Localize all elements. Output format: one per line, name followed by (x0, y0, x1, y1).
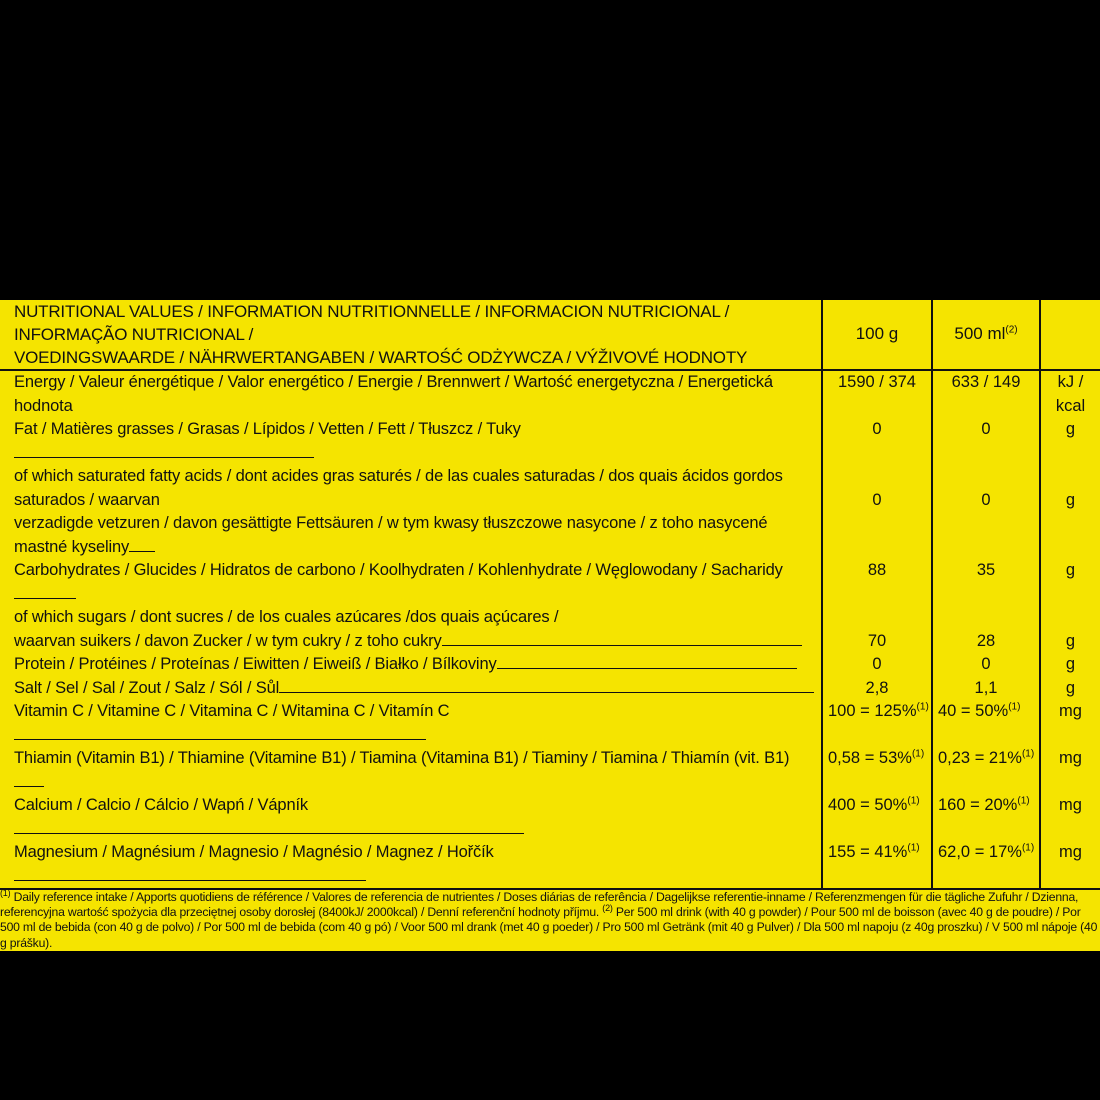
row-label-energy: Energy / Valeur énergétique / Valor energético / Energie / Brennwert / Wartość energetyczna / Energetická hodnota (14, 373, 773, 415)
row-value-saturated-fat-100g-text: 0 (872, 490, 882, 509)
row-value-thiamin-500ml (932, 747, 1040, 794)
footnote-marker: (1) (1021, 842, 1035, 854)
row-label-sugars (0, 606, 822, 653)
row-value-energy-100g: 1590 / 374 (822, 370, 932, 418)
leader-rule (14, 774, 44, 787)
column-header-500ml (932, 300, 1040, 370)
row-label-vitamin-c-text: Vitamin C / Vitamine C / Vitamina C / Witamina C / Vitamín C (14, 702, 450, 720)
table-row (0, 677, 1100, 701)
row-label-thiamin-text: Thiamin (Vitamin B1) / Thiamine (Vitamine B1) / Tiamina (Vitamina B1) / Tiaminy / Tiamina / Thiamín (vit. B1) (14, 749, 790, 767)
row-label-protein-text: Protein / Protéines / Proteínas / Eiwitten / Eiweiß / Białko / Bílkoviny (14, 655, 497, 673)
row-unit-fat: g (1040, 418, 1100, 465)
column-header-unit (1040, 300, 1100, 370)
row-label-saturated-fat (0, 465, 822, 559)
row-label-saturated-fat-line-2 (14, 512, 815, 559)
row-label-sugars-text: waarvan suikers / davon Zucker / w tym cukry / z toho cukry (14, 631, 442, 650)
row-value-fat-100g: 0 (822, 418, 932, 465)
row-value-fat-500ml: 0 (932, 418, 1040, 465)
table-row (0, 418, 1100, 465)
row-value-sugars-100g (822, 606, 932, 653)
row-label-protein (0, 653, 822, 677)
row-label-magnesium (0, 841, 822, 889)
footnote-text-1: Daily reference intake / Apports quotidiens de référence / Valores de referencia de nutrientes / Doses diárias de referência / Dagelijkse referentie-inname / Referenzmengen für die tägliche Zufuhr / Dzienna, referencyjna wartość spożycia dla przeciętnej osoby dorosłej (8400kJ/ 2000kcal) / Denní referenční hodnoty příjmu. (0, 890, 1079, 920)
column-header-100g: 100 g (822, 300, 932, 370)
row-value-protein-500ml: 0 (932, 653, 1040, 677)
row-value-calcium-500ml (932, 794, 1040, 841)
row-value-calcium-500ml-text: 160 = 20% (938, 796, 1018, 814)
nutrition-facts-panel (0, 300, 1100, 951)
row-label-saturated-fat-text: verzadigde vetzuren / davon gesättigte Fettsäuren / w tym kwasy tłuszczowe nasycone / z toho nasycené mastné kyseliny (14, 514, 768, 556)
column-header-500ml-label: 500 ml (954, 324, 1006, 343)
row-unit-protein: g (1040, 653, 1100, 677)
row-unit-magnesium: mg (1040, 841, 1100, 889)
leader-rule (129, 539, 155, 552)
row-value-saturated-fat-500ml (932, 465, 1040, 559)
footnote-marker-1: (1) (0, 887, 11, 898)
leader-rule (14, 586, 76, 599)
row-label-sugars-line-1: of which sugars / dont sucres / de los cuales azúcares /dos quais açúcares / (14, 608, 559, 626)
table-row (0, 841, 1100, 889)
footnote-marker: (1) (1021, 748, 1035, 760)
row-label-carbohydrates (0, 559, 822, 606)
row-value-magnesium-500ml-text: 62,0 = 17% (938, 843, 1022, 861)
column-header-500ml-footnote-marker: (2) (1005, 324, 1018, 336)
row-value-calcium-100g (822, 794, 932, 841)
row-unit-calcium: mg (1040, 794, 1100, 841)
table-row (0, 747, 1100, 794)
row-value-saturated-fat-100g (822, 465, 932, 559)
row-value-magnesium-500ml (932, 841, 1040, 889)
row-value-carbohydrates-500ml: 35 (932, 559, 1040, 606)
row-label-fat (0, 418, 822, 465)
row-unit-sugars (1040, 606, 1100, 653)
leader-rule (279, 680, 814, 693)
row-label-vitamin-c (0, 700, 822, 747)
row-value-salt-100g: 2,8 (822, 677, 932, 701)
footnote-marker: (1) (911, 748, 925, 760)
footnote-marker-2: (2) (602, 903, 613, 914)
leader-rule (14, 445, 314, 458)
row-value-sugars-100g-text: 70 (867, 631, 887, 650)
row-value-thiamin-500ml-text: 0,23 = 21% (938, 749, 1022, 767)
row-value-thiamin-100g (822, 747, 932, 794)
row-unit-thiamin: mg (1040, 747, 1100, 794)
row-value-vitamin-c-100g-text: 100 = 125% (828, 702, 917, 720)
row-label-calcium-text: Calcium / Calcio / Cálcio / Wapń / Vápník (14, 796, 309, 814)
row-value-vitamin-c-500ml-text: 40 = 50% (938, 702, 1009, 720)
row-label-carbohydrates-text: Carbohydrates / Glucides / Hidratos de carbono / Koolhydraten / Kohlenhydrate / Węglowodany / Sacharidy (14, 561, 783, 579)
leader-rule (442, 633, 802, 646)
row-value-salt-500ml: 1,1 (932, 677, 1040, 701)
table-row (0, 606, 1100, 653)
row-unit-energy: kJ / kcal (1040, 370, 1100, 418)
row-label-salt-text: Salt / Sel / Sal / Zout / Salz / Sól / Sůl (14, 678, 280, 697)
table-row (0, 700, 1100, 747)
footnote-marker: (1) (916, 701, 929, 713)
footnote-marker: (1) (907, 795, 920, 807)
row-unit-sugars-text: g (1065, 631, 1076, 650)
row-label-calcium (0, 794, 822, 841)
row-unit-carbohydrates: g (1040, 559, 1100, 606)
nutrition-table (0, 300, 1100, 951)
row-value-sugars-500ml (932, 606, 1040, 653)
row-unit-saturated-fat (1040, 465, 1100, 559)
table-footnote-row (0, 889, 1100, 951)
table-title-cell (0, 300, 822, 370)
row-label-thiamin (0, 747, 822, 794)
row-value-calcium-100g-text: 400 = 50% (828, 796, 908, 814)
row-unit-salt: g (1040, 677, 1100, 701)
row-value-sugars-500ml-text: 28 (976, 631, 996, 650)
leader-rule (14, 727, 426, 740)
table-row (0, 653, 1100, 677)
row-value-carbohydrates-100g: 88 (822, 559, 932, 606)
table-row (0, 370, 1100, 418)
row-value-thiamin-100g-text: 0,58 = 53% (828, 749, 912, 767)
row-value-magnesium-100g (822, 841, 932, 889)
table-header-row (0, 300, 1100, 370)
row-value-energy-500ml: 633 / 149 (932, 370, 1040, 418)
table-row (0, 794, 1100, 841)
footnote-marker: (1) (907, 842, 920, 854)
table-row (0, 559, 1100, 606)
row-value-saturated-fat-500ml-text: 0 (981, 490, 991, 509)
row-value-magnesium-100g-text: 155 = 41% (828, 843, 908, 861)
footnote-marker: (1) (1017, 795, 1030, 807)
footnote-text-2: Per 500 ml drink (with 40 g powder) / Pour 500 ml de boisson (avec 40 g de poudre) / Por 500 ml de bebida (con 40 g de polvo) / Por 500 ml de bebida (com 40 g pó) / Voor 500 ml drank (met 40 g poeder) / Pro 500 ml Getränk (mit 40 g Pulver) / Dla 500 ml napoju (z 40g proszku) / V 500 ml nápoje (40 g prášku). (0, 905, 1098, 950)
row-label-salt (0, 677, 822, 701)
row-label-fat-text: Fat / Matières grasses / Grasas / Lípidos / Vetten / Fett / Tłuszcz / Tuky (14, 420, 521, 438)
row-value-vitamin-c-100g (822, 700, 932, 747)
table-row (0, 465, 1100, 559)
table-title-line-2: VOEDINGSWAARDE / NÄHRWERTANGABEN / WARTOŚĆ ODŻYWCZA / VÝŽIVOVÉ HODNOTY (14, 348, 748, 367)
footnote-text (0, 889, 1100, 951)
leader-rule (14, 821, 524, 834)
row-unit-vitamin-c: mg (1040, 700, 1100, 747)
row-value-protein-100g: 0 (822, 653, 932, 677)
row-label-saturated-fat-line-1: of which saturated fatty acids / dont acides gras saturés / de las cuales saturadas / dos quais ácidos gordos saturados / waarvan (14, 467, 783, 509)
row-value-vitamin-c-500ml (932, 700, 1040, 747)
table-title-line-1: NUTRITIONAL VALUES / INFORMATION NUTRITIONNELLE / INFORMACION NUTRICIONAL / INFORMAÇÃO NUTRICIONAL / (14, 302, 730, 344)
row-label-magnesium-text: Magnesium / Magnésium / Magnesio / Magnésio / Magnez / Hořčík (14, 843, 494, 861)
leader-rule (14, 868, 366, 881)
footnote-marker: (1) (1008, 701, 1021, 713)
leader-rule (497, 656, 797, 669)
row-label-sugars-line-2 (14, 630, 815, 654)
row-unit-saturated-fat-text: g (1065, 490, 1076, 509)
